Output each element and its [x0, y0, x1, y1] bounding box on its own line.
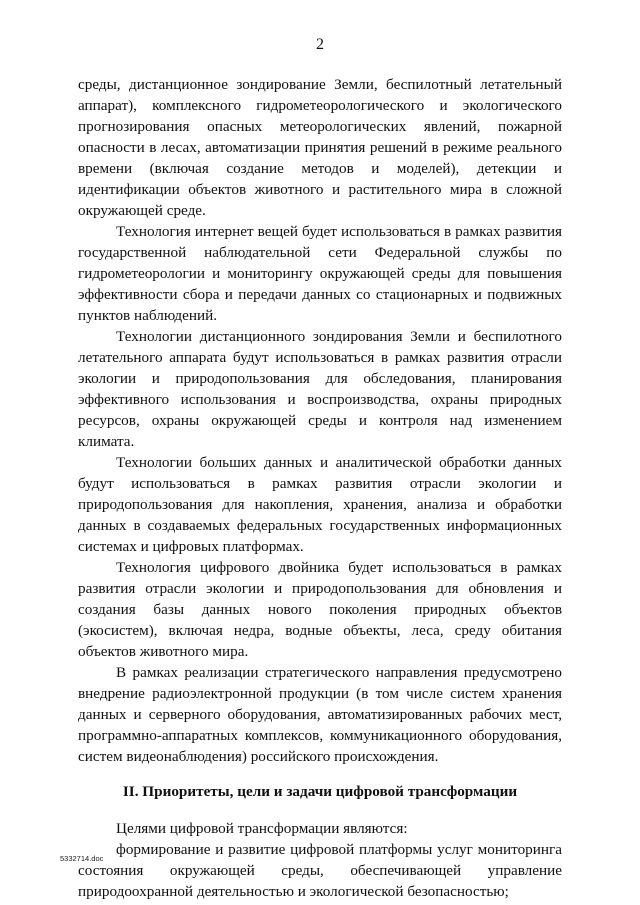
- paragraph: Технологии больших данных и аналитической обработки данных будут использоваться в рамках развития отрасли экологии и природопользования для накопления, хранения, анализа и обработки данных в создаваемых федеральных государственных информационных системах и цифровых платформах.: [78, 454, 562, 555]
- paragraph: среды, дистанционное зондирование Земли, беспилотный летательный аппарат), комплексного гидрометеорологического и экологического прогнозирования опасных метеорологических явлений, пожарной опасности в лесах, автоматизации принятия решений в режиме реального времени (включая создание методов и моделей), детекции и идентификации объектов животного и растительного мира в сложной окружающей среде.: [78, 76, 562, 219]
- paragraph: Технологии дистанционного зондирования Земли и беспилотного летательного аппарата будут использоваться в рамках развития отрасли экологии и природопользования для обследования, планирования эффективного использования и воспроизводства, охраны природных ресурсов, охраны окружающей среды и контроля над изменением климата.: [78, 328, 562, 450]
- paragraph: Целями цифровой трансформации являются:: [116, 820, 408, 837]
- document-body: [78, 74, 562, 902]
- paragraph: формирование и развитие цифровой платформы услуг мониторинга состояния окружающей среды, обеспечивающей управление природоохранной деятельностью и экологической безопасностью;: [78, 841, 562, 900]
- page-number: 2: [316, 36, 324, 53]
- paragraph: В рамках реализации стратегического направления предусмотрено внедрение радиоэлектронной продукции (в том числе систем хранения данных и серверного оборудования, автоматизированных рабочих мест, программно-аппаратных комплексов, коммуникационного оборудования, систем видеонаблюдения) российского происхождения.: [78, 664, 562, 765]
- section-heading: II. Приоритеты, цели и задачи цифровой трансформации: [122, 783, 518, 800]
- paragraph: Технология интернет вещей будет использоваться в рамках развития государственной наблюдательной сети Федеральной службы по гидрометеорологии и мониторингу окружающей среды для повышения эффективности сбора и передачи данных со стационарных и подвижных пунктов наблюдений.: [78, 223, 562, 324]
- footer-doc-id: 5332714.doc: [60, 854, 104, 863]
- paragraph: Технология цифрового двойника будет использоваться в рамках развития отрасли экологии и природопользования для обновления и создания базы данных нового поколения природных объектов (экосистем), включая недра, водные объекты, леса, среду обитания объектов животного мира.: [78, 559, 562, 660]
